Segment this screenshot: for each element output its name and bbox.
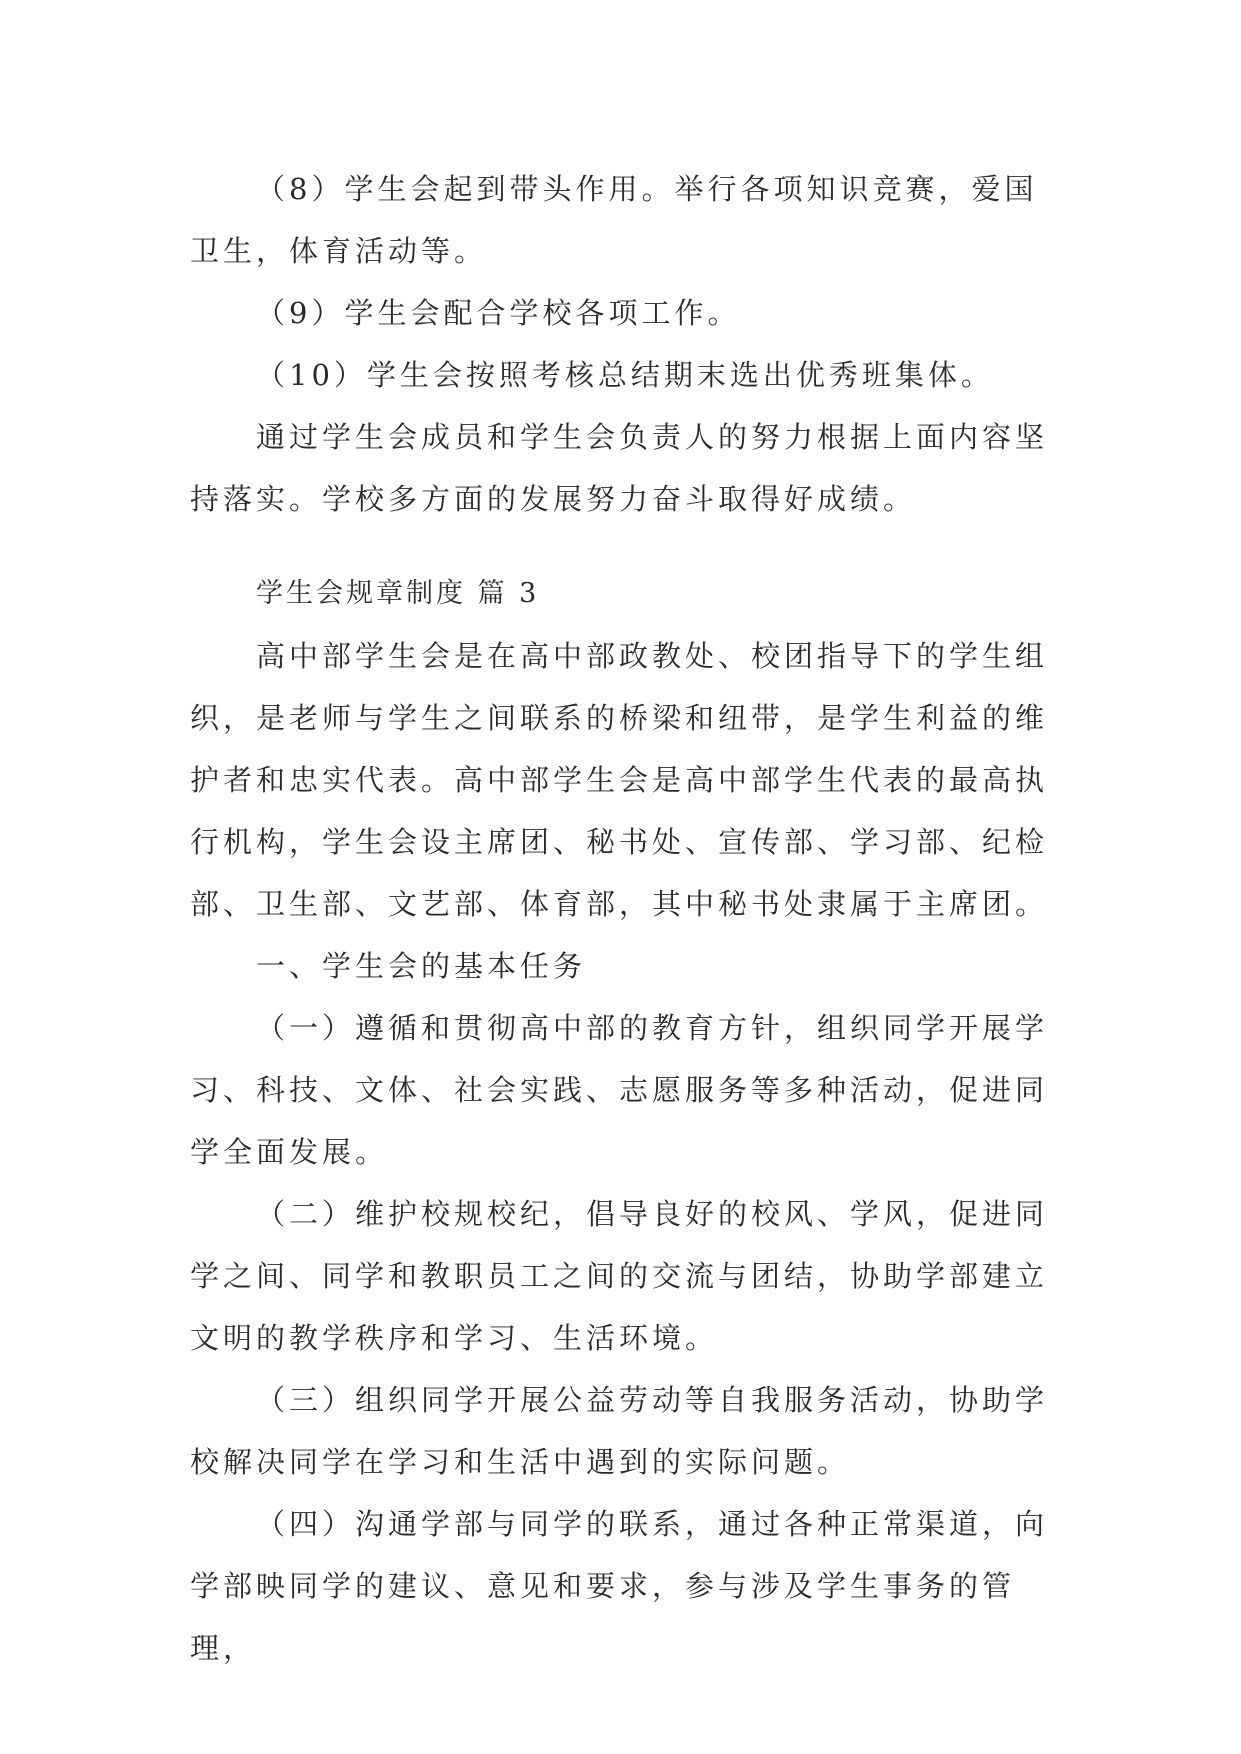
paragraph-intro: 高中部学生会是在高中部政教处、校团指导下的学生组织，是老师与学生之间联系的桥梁和纽带，是学生利益的维护者和忠实代表。高中部学生会是高中部学生代表的最高执行机构，学生会设主席团、秘书处、宣传部、学习部、纪检部、卫生部、文艺部、体育部，其中秘书处隶属于主席团。 — [190, 639, 1049, 921]
section-continued-list — [190, 158, 1060, 530]
paragraph-conclusion: 通过学生会成员和学生会负责人的努力根据上面内容坚持落实。学校多方面的发展努力奋斗取得好成绩。 — [190, 420, 1049, 516]
article-heading: 学生会规章制度 篇 3 — [256, 578, 540, 609]
section-article-3 — [190, 563, 1060, 1679]
paragraph-task-4: （四）沟通学部与同学的联系，通过各种正常渠道，向学部映同学的建议、意见和要求，参与涉及学生事务的管理， — [190, 1507, 1049, 1665]
paragraph-item-8: （8）学生会起到带头作用。举行各项知识竞赛，爱国卫生，体育活动等。 — [190, 172, 1038, 268]
paragraph-item-10: （10）学生会按照考核总结期末选出优秀班集体。 — [256, 358, 994, 392]
paragraph-subheading: 一、学生会的基本任务 — [256, 949, 587, 983]
paragraph-item-9: （9）学生会配合学校各项工作。 — [256, 296, 741, 330]
paragraph-task-1: （一）遵循和贯彻高中部的教育方针，组织同学开展学习、科技、文体、社会实践、志愿服务等多种活动，促进同学全面发展。 — [190, 1011, 1049, 1169]
paragraph-task-2: （二）维护校规校纪，倡导良好的校风、学风，促进同学之间、同学和教职员工之间的交流与团结，协助学部建立文明的教学秩序和学习、生活环境。 — [190, 1197, 1049, 1355]
paragraph-task-3: （三）组织同学开展公益劳动等自我服务活动，协助学校解决同学在学习和生活中遇到的实际问题。 — [190, 1383, 1049, 1479]
